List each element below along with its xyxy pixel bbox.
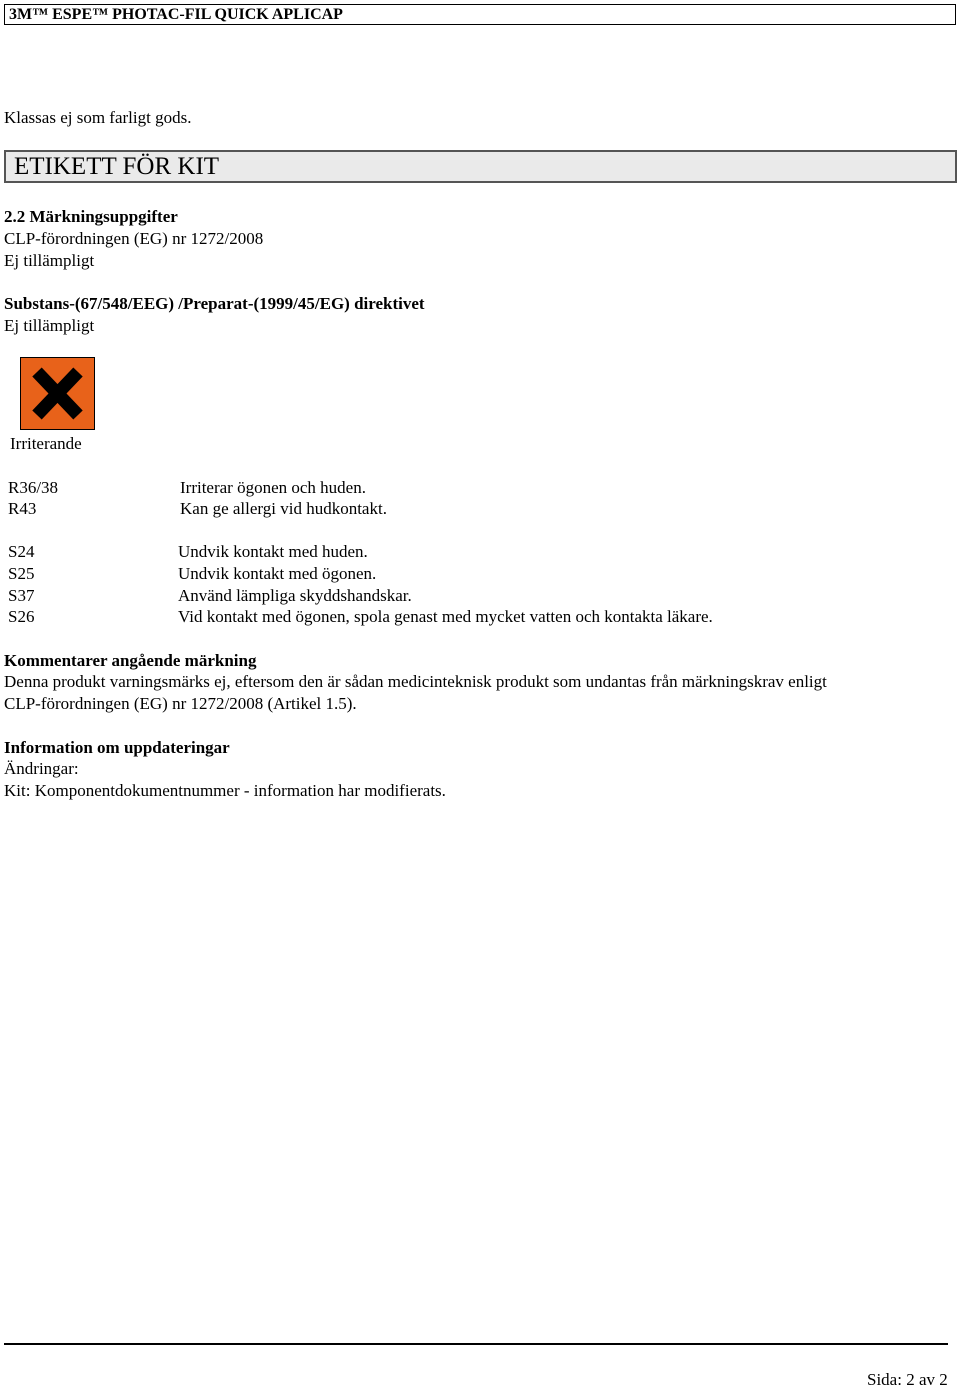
transport-note: Klassas ej som farligt gods. (4, 108, 192, 127)
hazard-label: Irriterande (10, 434, 82, 453)
comments-heading: Kommentarer angående märkning (4, 651, 257, 670)
r-phrase-text: Irriterar ögonen och huden. (180, 478, 366, 497)
s-phrase-code: S25 (8, 564, 35, 583)
directive-heading: Substans-(67/548/EEG) /Preparat-(1999/45/EG) direktivet (4, 294, 425, 313)
comments-text-line: CLP-förordningen (EG) nr 1272/2008 (Artikel 1.5). (4, 694, 357, 713)
footer-divider (4, 1343, 948, 1345)
product-name: 3M™ ESPE™ PHOTAC-FIL QUICK APLICAP (9, 6, 343, 23)
r-phrase-text: Kan ge allergi vid hudkontakt. (180, 499, 387, 518)
s-phrase-code: S37 (8, 586, 35, 605)
section-title: ETIKETT FÖR KIT (4, 150, 957, 183)
clp-status: Ej tillämpligt (4, 251, 95, 270)
comments-text-line: Denna produkt varningsmärks ej, eftersom den är sådan medicinteknisk produkt som undantas från märkningskrav enligt (4, 672, 827, 691)
s-phrase-text: Använd lämpliga skyddshandskar. (178, 586, 412, 605)
directive-status: Ej tillämpligt (4, 316, 95, 335)
r-phrase-code: R43 (8, 499, 37, 518)
irritant-x-icon (20, 357, 95, 430)
s-phrase-code: S26 (8, 607, 35, 626)
s-phrase-text: Undvik kontakt med ögonen. (178, 564, 377, 583)
document-header (4, 4, 956, 25)
change-text: Kit: Komponentdokumentnummer - information har modifierats. (4, 781, 446, 800)
s-phrase-text: Undvik kontakt med huden. (178, 542, 368, 561)
labeling-heading: 2.2 Märkningsuppgifter (4, 207, 178, 226)
updates-heading: Information om uppdateringar (4, 738, 230, 757)
r-phrase-code: R36/38 (8, 478, 59, 497)
s-phrase-code: S24 (8, 542, 35, 561)
clp-regulation: CLP-förordningen (EG) nr 1272/2008 (4, 229, 264, 248)
changes-label: Ändringar: (4, 759, 79, 778)
page-number: Sida: 2 av 2 (867, 1370, 948, 1389)
s-phrase-text: Vid kontakt med ögonen, spola genast med mycket vatten och kontakta läkare. (178, 607, 713, 626)
